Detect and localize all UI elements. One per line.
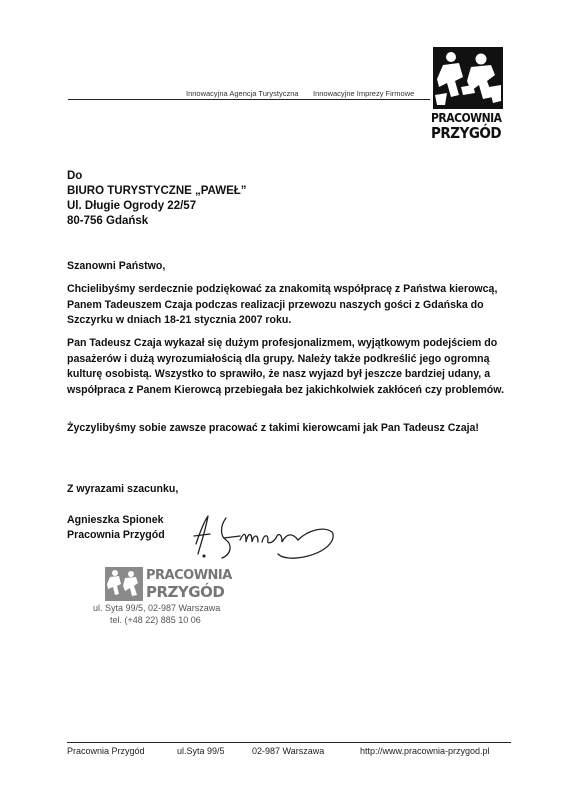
footer-street: ul.Syta 99/5: [177, 746, 225, 756]
signer-organization: Pracownia Przygód: [67, 529, 165, 541]
recipient-do: Do: [67, 170, 83, 182]
letter-paragraph-2: [67, 336, 512, 398]
letter-greeting: Szanowni Państwo,: [67, 260, 166, 272]
paragraph-2-text: Pan Tadeusz Czaja wykazał się dużym profesjonalizmem, wyjątkowym podejściem do pasażerów i dużą wyrozumiałością dla grupy. Należy także podkreślić jego ogromną kulturę osobistą. Wszystko to sprawiło, że nasz wyjazd był jeszcze bardziej udany, a współpraca z Panem Kierowcą przebiegała bez jakichkolwiek zakłóceń czy problemów.: [67, 337, 505, 396]
stamp-phone: tel. (+48 22) 885 10 06: [110, 615, 201, 625]
footer-city: 02-987 Warszawa: [252, 746, 325, 756]
letter-paragraph-3: [67, 421, 512, 437]
recipient-city: 80-756 Gdańsk: [67, 215, 149, 227]
logo-wordmark-line1: PRACOWNIA: [431, 111, 502, 125]
stamp-address: ul. Syta 99/5, 02-987 Warszawa: [93, 603, 221, 613]
paragraph-3-text: Życzylibyśmy sobie zawsze pracować z takimi kierowcami jak Pan Tadeusz Czaja!: [67, 422, 479, 434]
footer-divider: [67, 742, 511, 743]
stamp-wordmark-line1: PRACOWNIA: [146, 568, 232, 583]
signer-name: Agnieszka Spionek: [67, 514, 164, 526]
header-tagline-agency: Innowacyjna Agencja Turystyczna: [186, 89, 299, 98]
letter-closing: Z wyrazami szacunku,: [67, 483, 179, 495]
recipient-street: Ul. Długie Ogrody 22/57: [67, 200, 197, 212]
logo-figures-icon: [433, 47, 503, 109]
letter-paragraph-1: [67, 282, 512, 329]
footer-company: Pracownia Przygód: [67, 746, 145, 756]
recipient-name: BIURO TURYSTYCZNE „PAWEŁ”: [67, 185, 247, 197]
paragraph-1-text: Chcielibyśmy serdecznie podziękować za znakomitą współpracę z Państwa kierowcą, Panem Tadeuszem Czaja podczas realizacji przewozu naszych gości z Gdańska do Szczyrku w dniach 18-21 stycznia 2007 roku.: [67, 283, 498, 327]
footer-website-link[interactable]: http://www.pracownia-przygod.pl: [360, 746, 490, 756]
logo-wordmark-line2: PRZYGÓD: [431, 124, 502, 142]
header-divider: [68, 99, 430, 100]
handwritten-signature: [182, 510, 342, 566]
stamp-wordmark-line2: PRZYGÓD: [146, 583, 225, 601]
header-tagline-events: Innowacyjne Imprezy Firmowe: [313, 89, 415, 98]
stamp-logo-icon: [105, 567, 143, 601]
